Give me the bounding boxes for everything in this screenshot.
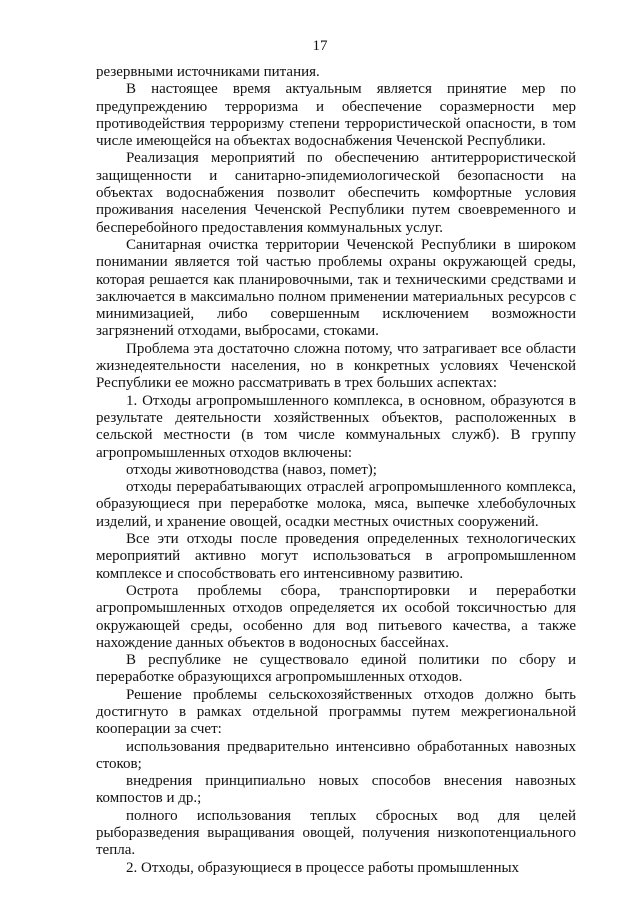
list-item: полного использования теплых сбросных вод для целей рыборазведения выращивания овощей, получения низкопотенциального тепла.: [96, 807, 576, 859]
paragraph: Все эти отходы после проведения определенных технологических мероприятий активно могут использоваться в агропромышленном комплексе и способствовать его интенсивному развитию.: [96, 531, 576, 582]
paragraph: 2. Отходы, образующиеся в процессе работы промышленных: [126, 859, 520, 876]
paragraph: В настоящее время актуальным является принятие мер по предупреждению терроризма и обеспечение соразмерности мер противодействия терроризму степени террористической опасности, в том числе имеющейся на объектах водоснабжения Чеченской Республики.: [96, 81, 576, 150]
paragraph: Решение проблемы сельскохозяйственных отходов должно быть достигнуто в рамках отдельной программы путем межрегиональной кооперации за счет:: [96, 686, 576, 738]
paragraph: Санитарная очистка территории Чеченской Республики в широком понимании является той частью проблемы охраны окружающей среды, которая решается как планировочными, так и техническими средствами и заключается в максимально полном применении материальных ресурсов с минимизацией, либо совершенным исключением возможности загрязнений отходами, выбросами, стоками.: [96, 236, 576, 340]
list-item: отходы перерабатывающих отраслей агропромышленного комплекса, образующиеся при переработке молока, мяса, выпечке хлебобулочных изделий, и хранение овощей, осадки местных очистных сооружений.: [96, 479, 576, 530]
page-number: 17: [312, 38, 328, 54]
paragraph: Реализация мероприятий по обеспечению антитеррористической защищенности и санитарно-эпидемиологической безопасности на объектах водоснабжения позволит обеспечить комфортные условия проживания населения Чеченской Республики путем своевременного и бесперебойного предоставления коммунальных услуг.: [96, 150, 576, 236]
document-body: [96, 64, 576, 877]
paragraph: резервными источниками питания.: [96, 64, 320, 80]
paragraph: Острота проблемы сбора, транспортировки и переработки агропромышленных отходов определяется их особой токсичностью для окружающей среды, особенно для вод питьевого качества, а также нахождение данных объектов в водоносных бассейнах.: [96, 582, 576, 651]
list-item: отходы животноводства (навоз, помет);: [126, 461, 377, 478]
list-item: использования предварительно интенсивно обработанных навозных стоков;: [96, 738, 576, 772]
list-item: внедрения принципиально новых способов внесения навозных компостов и др.;: [96, 773, 576, 807]
paragraph: 1. Отходы агропромышленного комплекса, в основном, образуются в результате деятельности хозяйственных объектов, расположенных в сельской местности (в том числе коммунальных служб). В группу агропромышленных отходов включены:: [96, 392, 576, 461]
paragraph: В республике не существовало единой политики по сбору и переработке образующихся агропромышленных отходов.: [96, 652, 576, 686]
paragraph: Проблема эта достаточно сложна потому, что затрагивает все области жизнедеятельности населения, но в конкретных условиях Чеченской Республики ее можно рассматривать в трех больших аспектах:: [96, 340, 576, 392]
